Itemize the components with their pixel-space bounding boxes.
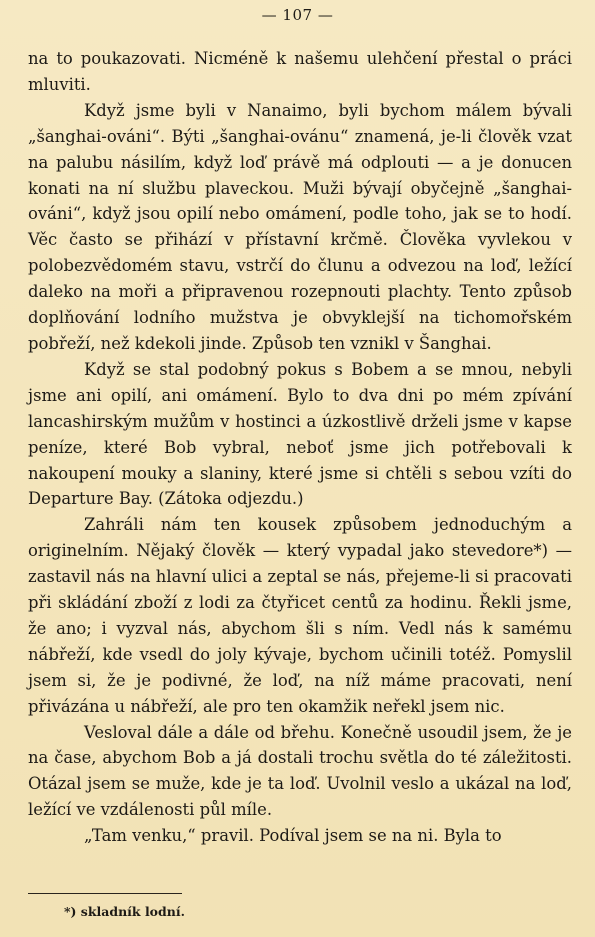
paragraph: Zahráli nám ten kousek způsobem jednoduchým a originelním. Nějaký člověk — který vypadal jako stevedore*) — zastavil nás na hlavní ulici a zeptal se nás, přejeme-li si pracovati při skládání zboží z lodi za čtyřicet centů za hodinu. Řekli jsme, že ano; i vyzval nás, abychom šli s ním. Vedl nás k samému nábřeží, kde vsedl do joly kývaje, bychom učinili totéž. Pomyslil jsem si, že je podivné, že loď, na níž máme pracovati, není přivázána u nábřeží, ale pro ten okamžik neřekl jsem nic. bbox=[28, 515, 572, 716]
paragraph: „Tam venku,“ pravil. Podíval jsem se na ni. Byla to bbox=[84, 826, 502, 846]
body-text bbox=[28, 46, 572, 849]
footnote-divider bbox=[28, 893, 182, 894]
paragraph: Když se stal podobný pokus s Bobem a se mnou, nebyli jsme ani opilí, ani omámení. Bylo to dva dni po mém zpívání lancashirským mužům v hostinci a úzkostlivě drželi jsme v kapse peníze, které Bob vybral, neboť jsme jich potřebovali k nakoupení mouky a slaniny, které jsme si chtěli s sebou vzíti do Departure Bay. (Zátoka odjezdu.) bbox=[28, 359, 572, 509]
page-number: — 107 — bbox=[261, 6, 334, 24]
paragraph: Když jsme byli v Nanaimo, byli bychom málem bývali „šanghai-ováni“. Býti „šanghai-ovánu“ znamená, je-li člověk vzat na palubu násilím, když loď právě má odplouti — a je donucen konati na ní službu plaveckou. Muži bývají obyčejně „šanghai-ováni“, když jsou opilí nebo omámení, podle toho, jak se to hodí. Věc často se přihází v přístavní krčmě. Člověka vyvlekou v polobezvědomém stavu, vstrčí do člunu a odvezou na loď, ležící daleko na moři a připravenou rozepnouti plachty. Tento způsob doplňování lodního mužstva je obvyklejší na tichomořském pobřeží, než kdekoli jinde. Způsob ten vznikl v Šanghai. bbox=[28, 100, 572, 353]
footnote: *) skladník lodní. bbox=[64, 904, 185, 919]
paragraph: Veslоval dále a dále od břehu. Konečně usoudil jsem, že je na čase, abychom Bob a já dostali trochu světla do té záležitosti. Otázal jsem se muže, kde je ta loď. Uvolnil veslo a ukázal na loď, ležící ve vzdálenosti půl míle. bbox=[28, 722, 572, 820]
paragraph: na to poukazovati. Nicméně k našemu ulehčení přestal o práci mluviti. bbox=[28, 49, 572, 94]
